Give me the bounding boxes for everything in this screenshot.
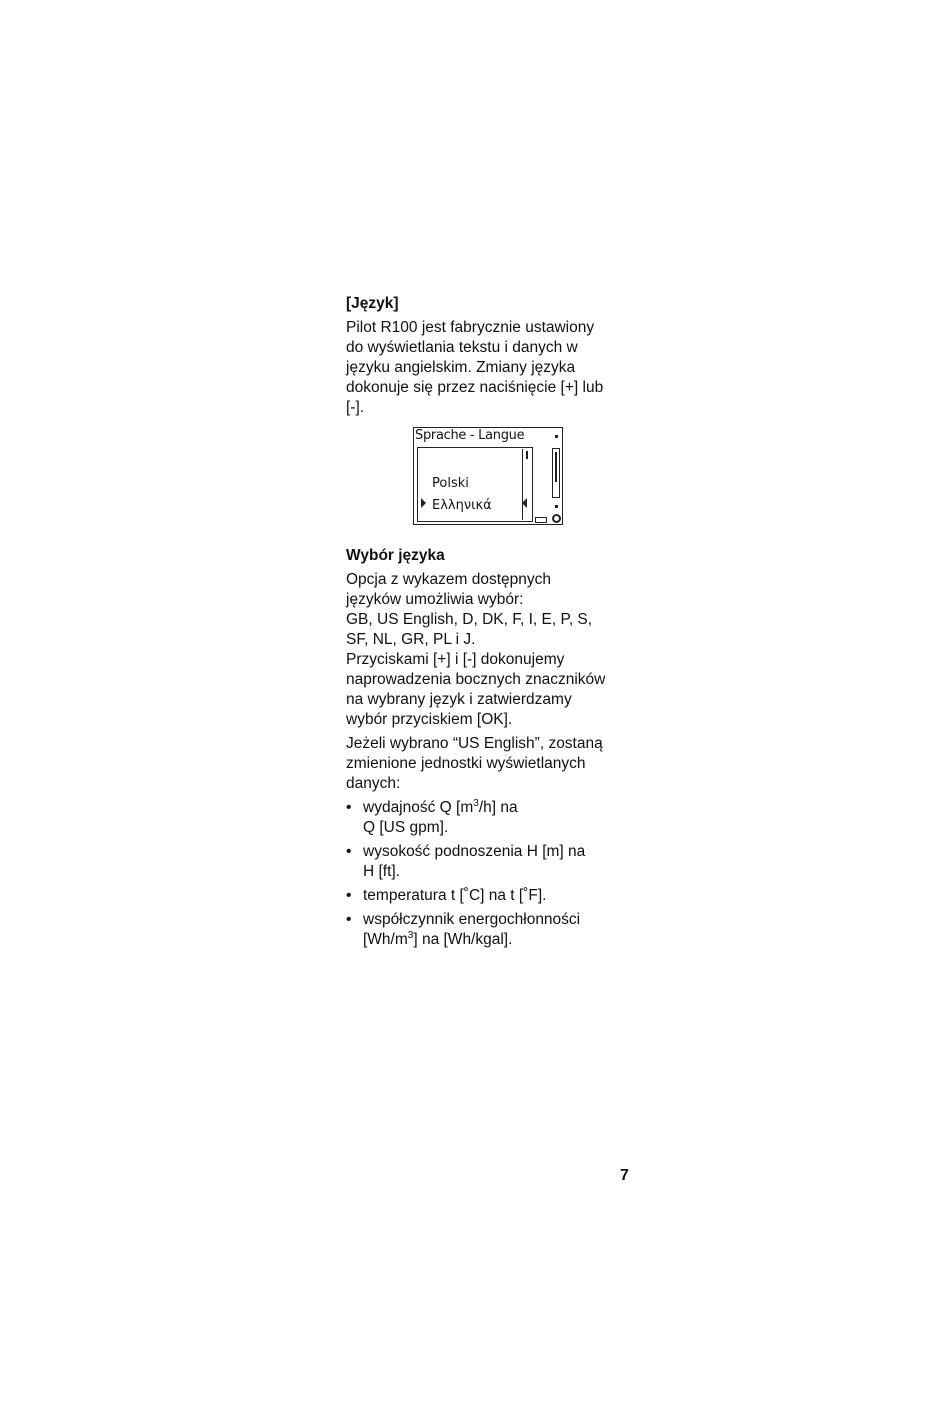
paragraph-line: Przyciskami [+] i [-] dokonujemy — [346, 651, 565, 668]
bullet-icon: • — [346, 843, 352, 860]
language-list — [417, 447, 533, 522]
language-item: Ελληνικά — [432, 498, 492, 513]
bullet-text: [Wh/m — [363, 931, 408, 948]
minus-icon — [535, 517, 547, 523]
bullet-icon: • — [346, 799, 352, 816]
paragraph-line: GB, US English, D, DK, F, I, E, P, S, — [346, 611, 593, 628]
page-number: 7 — [620, 1167, 629, 1184]
bullet-icon: • — [346, 887, 352, 904]
bullet-text: wysokość podnoszenia H [m] na — [363, 843, 586, 860]
paragraph-line: danych: — [346, 775, 401, 792]
paragraph-line: języków umożliwia wybór: — [346, 591, 524, 608]
paragraph-line: [-]. — [346, 399, 365, 416]
bullet-item — [346, 910, 646, 950]
paragraph-line: do wyświetlania tekstu i danych w — [346, 339, 578, 356]
settings-icon — [552, 514, 561, 523]
scroll-dot-bottom — [555, 505, 558, 508]
bullet-icon: • — [346, 911, 352, 928]
paragraph-line: Opcja z wykazem dostępnych — [346, 571, 552, 588]
bullet-text: współczynnik energochłonności — [363, 911, 581, 928]
paragraph-line: naprowadzenia bocznych znaczników — [346, 671, 606, 688]
section-language — [346, 294, 646, 418]
bullet-item — [346, 886, 646, 906]
display-title: Sprache - Langue — [415, 428, 525, 443]
superscript: 3 — [407, 930, 414, 941]
superscript: 3 — [473, 798, 479, 809]
bullet-item — [346, 798, 646, 838]
section-heading: [Język] — [346, 295, 399, 312]
paragraph-line: Jeżeli wybrano “US English”, zostaną — [346, 735, 603, 752]
paragraph-line: wybór przyciskiem [OK]. — [346, 711, 513, 728]
selection-arrow-left-icon — [421, 498, 426, 508]
bullet-text: temperatura t [˚C] na t [˚F]. — [363, 887, 547, 904]
paragraph-line: języku angielskim. Zmiany języka — [346, 359, 576, 376]
bullet-item — [346, 842, 646, 882]
paragraph-line: Pilot R100 jest fabrycznie ustawiony — [346, 319, 595, 336]
bullet-text: H [ft]. — [363, 863, 401, 880]
scroll-dot-top — [555, 435, 558, 438]
scrollbar — [552, 448, 560, 498]
bullet-list — [346, 798, 646, 950]
bullet-text: /h] na — [478, 799, 518, 816]
list-scrollbar — [522, 449, 531, 520]
section-heading: Wybór języka — [346, 547, 445, 564]
paragraph-line: dokonuje się przez naciśnięcie [+] lub — [346, 379, 604, 396]
bullet-text: Q [US gpm]. — [363, 819, 449, 836]
paragraph-line: na wybrany język i zatwierdzamy — [346, 691, 572, 708]
section-language-selection — [346, 546, 646, 794]
bullet-text: wydajność Q [m — [363, 799, 474, 816]
bullet-text: ] na [Wh/kgal]. — [413, 931, 513, 948]
lcd-display-illustration — [413, 427, 563, 525]
paragraph-line: SF, NL, GR, PL i J. — [346, 631, 476, 648]
paragraph-line: zmienione jednostki wyświetlanych — [346, 755, 586, 772]
language-item-selected: Polski — [432, 476, 469, 491]
